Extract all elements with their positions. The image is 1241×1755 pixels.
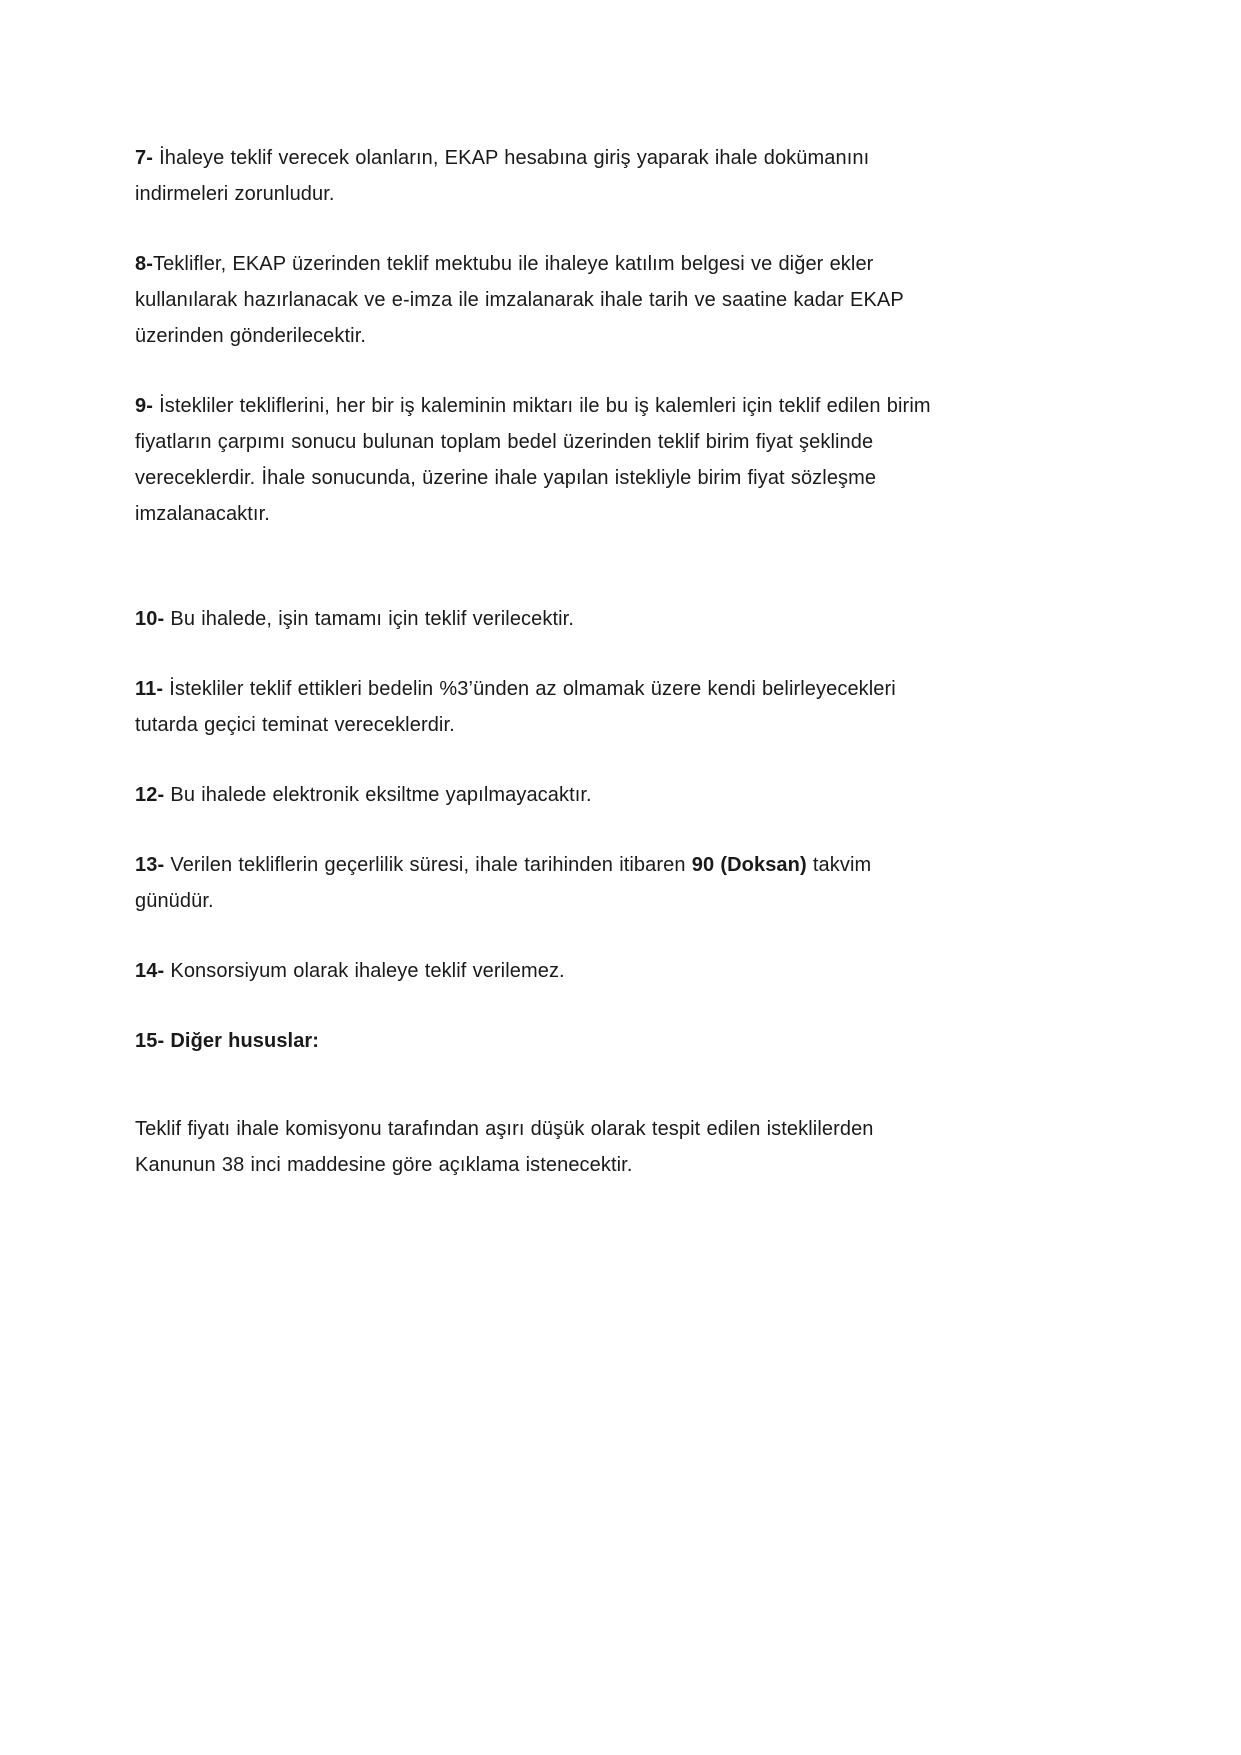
- text-run: İstekliler tekliflerini, her bir iş kaleminin miktarı ile bu iş kalemleri için teklif edilen birim fiyatların çarpımı sonucu bulunan toplam bedel üzerinden teklif birim fiyat şeklinde vereceklerdir. İhale sonucunda, üzerine ihale yapılan istekliyle birim fiyat sözleşme imzalanacaktır.: [135, 395, 931, 525]
- bold-text-run: 9-: [135, 395, 153, 417]
- document-body: [135, 140, 937, 1183]
- bold-text-run: 12-: [135, 784, 165, 806]
- text-run: Konsorsiyum olarak ihaleye teklif verilemez.: [164, 960, 565, 982]
- text-run: İhaleye teklif verecek olanların, EKAP hesabına giriş yaparak ihale dokümanını indirmeleri zorunludur.: [135, 147, 870, 205]
- text-run: Teklif fiyatı ihale komisyonu tarafından aşırı düşük olarak tespit edilen isteklilerden Kanunun 38 inci maddesine göre açıklama istenecektir.: [135, 1118, 874, 1176]
- text-run: Verilen tekliflerin geçerlilik süresi, ihale tarihinden itibaren: [164, 854, 692, 876]
- bold-text-run: 7-: [135, 147, 153, 169]
- paragraph-closing-note: [135, 1111, 937, 1183]
- bold-text-run: 14-: [135, 960, 165, 982]
- text-run: Teklifler, EKAP üzerinden teklif mektubu ile ihaleye katılım belgesi ve diğer ekler kullanılarak hazırlanacak ve e-imza ile imzalanarak ihale tarih ve saatine kadar EKAP üzerinden gönderilecektir.: [135, 253, 904, 347]
- paragraph-item-13: [135, 847, 937, 919]
- bold-text-run: 90 (Doksan): [691, 854, 807, 876]
- bold-text-run: 10-: [135, 608, 165, 630]
- paragraph-item-8: [135, 246, 937, 354]
- paragraph-item-9: [135, 388, 937, 532]
- paragraph-item-7: [135, 140, 937, 212]
- bold-text-run: 11-: [135, 678, 164, 700]
- paragraph-item-12: [135, 777, 937, 813]
- paragraph-item-10: [135, 601, 937, 637]
- bold-text-run: 15- Diğer hususlar:: [135, 1030, 320, 1052]
- bold-text-run: 13-: [135, 854, 165, 876]
- paragraph-item-15: [135, 1023, 937, 1059]
- paragraph-item-11: [135, 671, 937, 743]
- text-run: İstekliler teklif ettikleri bedelin %3’ünden az olmamak üzere kendi belirleyecekleri tutarda geçici teminat vereceklerdir.: [135, 678, 896, 736]
- paragraph-item-14: [135, 953, 937, 989]
- text-run: Bu ihalede elektronik eksiltme yapılmayacaktır.: [164, 784, 592, 806]
- text-run: Bu ihalede, işin tamamı için teklif verilecektir.: [164, 608, 574, 630]
- text-run: takvim günüdür.: [135, 854, 872, 912]
- bold-text-run: 8-: [135, 253, 153, 275]
